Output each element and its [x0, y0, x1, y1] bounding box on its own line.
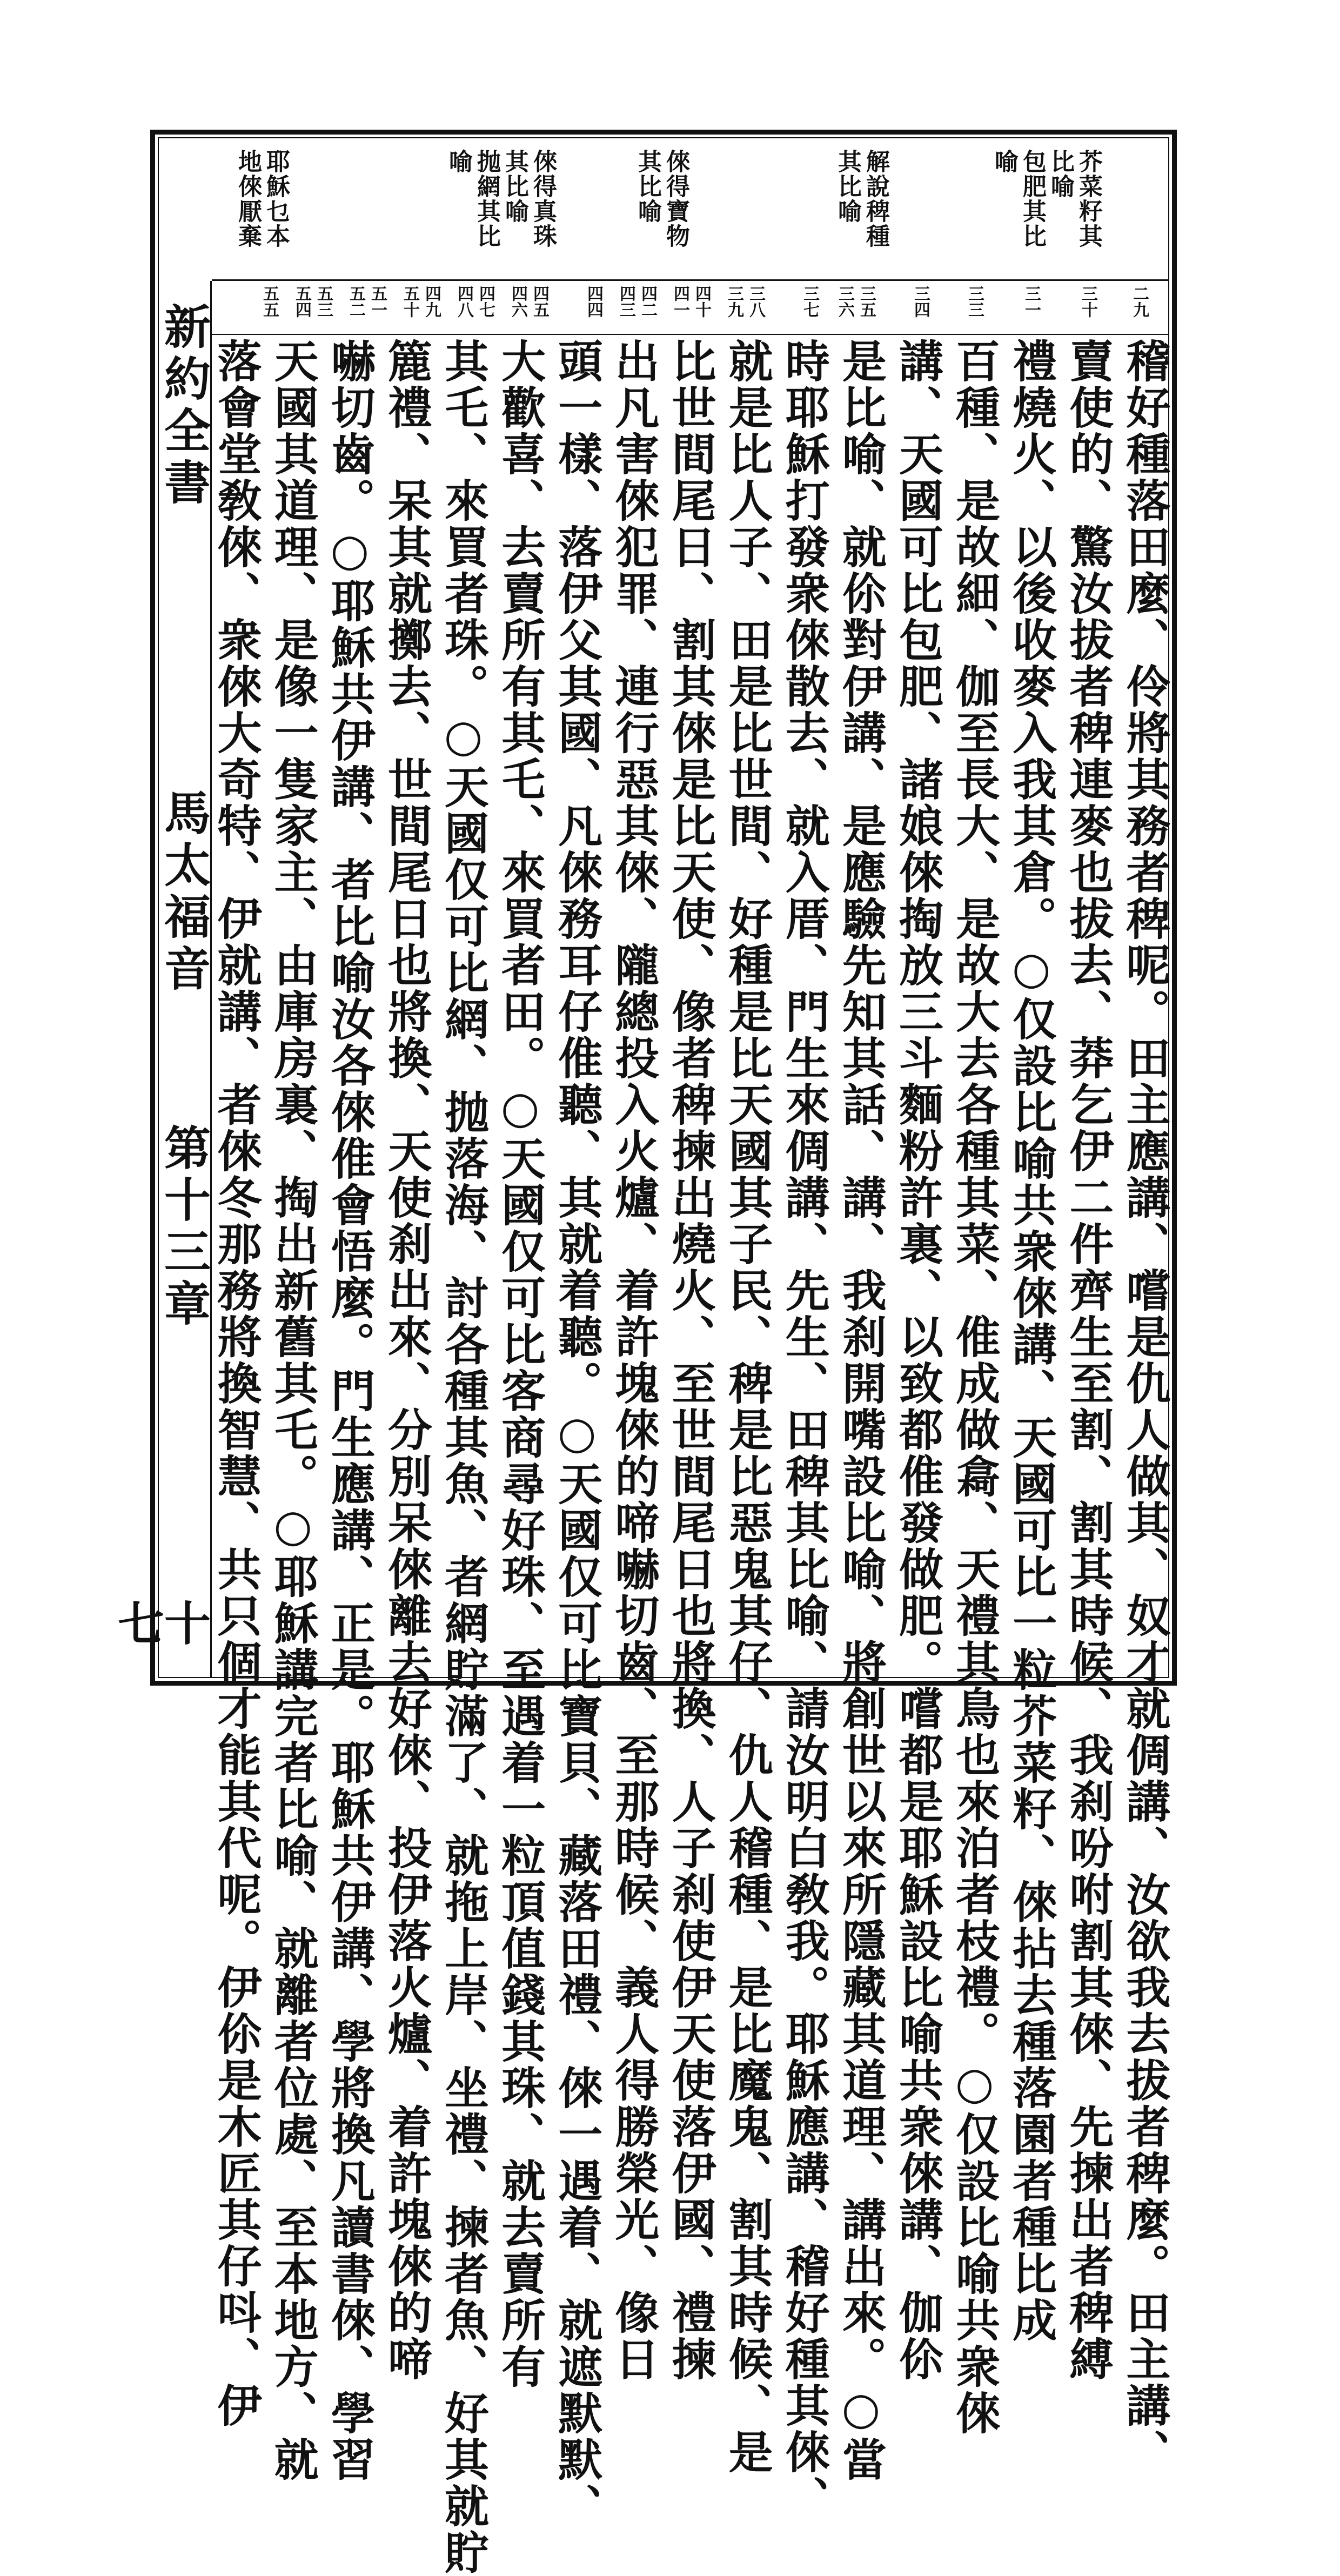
- verse-number: 四十: [692, 285, 711, 318]
- summary-line: 包肥其比: [1019, 149, 1046, 249]
- verse-number: 二九: [1130, 285, 1149, 318]
- verse-number: 五一: [368, 285, 387, 318]
- summary-pearl-net: [444, 149, 557, 273]
- summary-mustard-seed: [990, 149, 1102, 273]
- verse-number: 四一: [671, 285, 689, 318]
- summary-line: 抛網其比: [473, 149, 500, 249]
- summary-line: 其比喻: [834, 149, 861, 224]
- summary-line: 喻: [990, 149, 1018, 174]
- header-summaries: [212, 137, 1169, 281]
- text-column: 比世間尾日、割其倈是比天使、像者稗揀出燒火、至世間尾日也將換、人子刹使伊天使落伊國、禮揀: [665, 338, 716, 2383]
- verse-number: 三十: [1078, 285, 1097, 318]
- text-column: 其乇、來買者珠。○天國仅可比網、抛落海、討各種其魚、者網貯滿了、就拖上岸、坐禮、揀者魚、好其就貯: [437, 338, 490, 2576]
- text-column: 就是比人子、田是比世間、好種是比天國其子民、稗是比惡鬼其仔、仇人稽種、是比魔鬼、割其時候、是: [721, 338, 774, 2476]
- summary-line: 解說稗種: [862, 149, 889, 249]
- verse-number: 三五: [857, 285, 876, 318]
- verse-number: 五二: [346, 285, 365, 318]
- verse-number: 三六: [835, 285, 854, 318]
- left-margin-strip: [110, 281, 212, 1678]
- chapter-title: 馬太福音: [156, 789, 211, 996]
- summary-treasure: [633, 149, 689, 273]
- text-column: 賣使的、驚汝拔者稗連麥也拔去、莽乞伊二件齊生至割、割其時候、我刹吩咐割其倈、先揀出者稗縛: [1062, 338, 1114, 2383]
- summary-line: 倈得寶物: [662, 149, 689, 249]
- verse-number: 四三: [617, 285, 635, 318]
- summary-line: 其比喻: [634, 149, 661, 224]
- body-text: [210, 338, 1171, 2576]
- verse-number: 五十: [400, 285, 419, 318]
- summary-line: 喻: [445, 149, 472, 174]
- verse-number: 三八: [746, 285, 765, 318]
- summary-line: 其比喻: [501, 149, 528, 224]
- verse-number: 三九: [725, 285, 743, 318]
- text-column: 百種、是故細、伽至長大、是故大去各種其菜、倠成做樖、天禮其鳥也來泊者枝禮。○仅設比喻共衆倈: [948, 338, 1001, 2437]
- summary-line: 倈得真珠: [529, 149, 557, 249]
- text-column: 頭一樣、落伊父其國、凡倈務耳仔倠聽、其就着聽。○天國仅可比寶貝、藏落田禮、倈一遇着、就遮默默、: [551, 338, 603, 2530]
- text-column: 時耶穌打發衆倈散去、就入厝、門生來倜講、先生、田稗其比喻、請汝明白敎我。耶穌應講、稽好種其倈、: [778, 338, 830, 2522]
- verse-number: 三七: [800, 285, 819, 318]
- summary-rejected: [233, 149, 290, 273]
- summary-line: 芥菜籽其: [1075, 149, 1102, 249]
- summary-line: 地倈厭棄: [234, 149, 262, 249]
- text-column: 落會堂敎倈、衆倈大奇特、伊就講、者倈冬那務將換智慧、共只個才能其代呢。伊伱是木匠其仔呌、伊: [210, 338, 262, 2429]
- text-column: 稽好種落田麼、伶將其務者稗呢。田主應講、嚐是仇人做其、奴才就倜講、汝欲我去拔者稗麼。田主講、: [1119, 338, 1171, 2476]
- verse-number: 四五: [530, 285, 549, 318]
- verse-number: 三一: [1022, 285, 1041, 318]
- verse-number: 四八: [454, 285, 473, 318]
- verse-number: 三三: [965, 285, 984, 318]
- verse-number: 五五: [260, 285, 279, 318]
- verse-number: 四九: [422, 285, 441, 318]
- section-title: 第十三章: [156, 1124, 211, 1331]
- text-column: 講、天國可比包肥、諸娘倈掏放三斗麵粉許裏、以致都倠發做肥。嚐都是耶穌設比喻共衆倈講、伽伱: [892, 338, 944, 2383]
- text-column: 禮燒火、以後收麥入我其倉。○仅設比喻共衆倈講、天國可比一粒芥菜籽、倈拈去種落園者種比成: [1005, 338, 1057, 2344]
- verse-number: 四七: [476, 285, 495, 318]
- verse-number: 三四: [911, 285, 930, 318]
- page-number: 十七: [110, 1599, 211, 1651]
- verse-number-band: [212, 281, 1169, 335]
- text-column: 是比喻、就伱對伊講、是應驗先知其話、講、我刹開嘴設比喻、將創世以來所隱藏其道理、講出來。○當: [835, 338, 887, 2483]
- verse-number: 四二: [638, 285, 657, 318]
- text-column: 天國其道理、是像一隻家主、由庫房裏、掏出新舊其乇。○耶穌講完者比喻、就離者位處、至本地方、就: [267, 338, 319, 2483]
- text-column: 出凡害倈犯罪、連行惡其倈、隴總投入火爐、着許塊倈的啼嚇切齒、至那時候、義人得勝榮光、像日: [607, 338, 660, 2383]
- summary-line: 耶穌乜本: [262, 149, 290, 249]
- summary-line: 比喻: [1047, 149, 1074, 199]
- text-column: 簏禮、呆其就擲去、世間尾日也將換、天使刹出來、分別呆倈離去好倈、投伊落火爐、着許塊倈的啼: [380, 338, 433, 2383]
- book-title: 新約全書: [156, 303, 211, 510]
- verse-number: 五三: [314, 285, 333, 318]
- verse-number: 四四: [584, 285, 603, 318]
- text-column: 大歡喜、去賣所有其乇、來買者田。○天國仅可比客商尋好珠、至遇着一粒頂值錢其珠、就去賣所有: [494, 338, 546, 2390]
- summary-tares: [833, 149, 889, 273]
- verse-number: 四六: [508, 285, 527, 318]
- text-column: 嚇切齒。○耶穌共伊講、者比喻汝各倈倠會悟麼。門生應講、正是。耶穌共伊講、學將換凡讀書倈、學習: [324, 338, 376, 2483]
- verse-number: 五四: [292, 285, 311, 318]
